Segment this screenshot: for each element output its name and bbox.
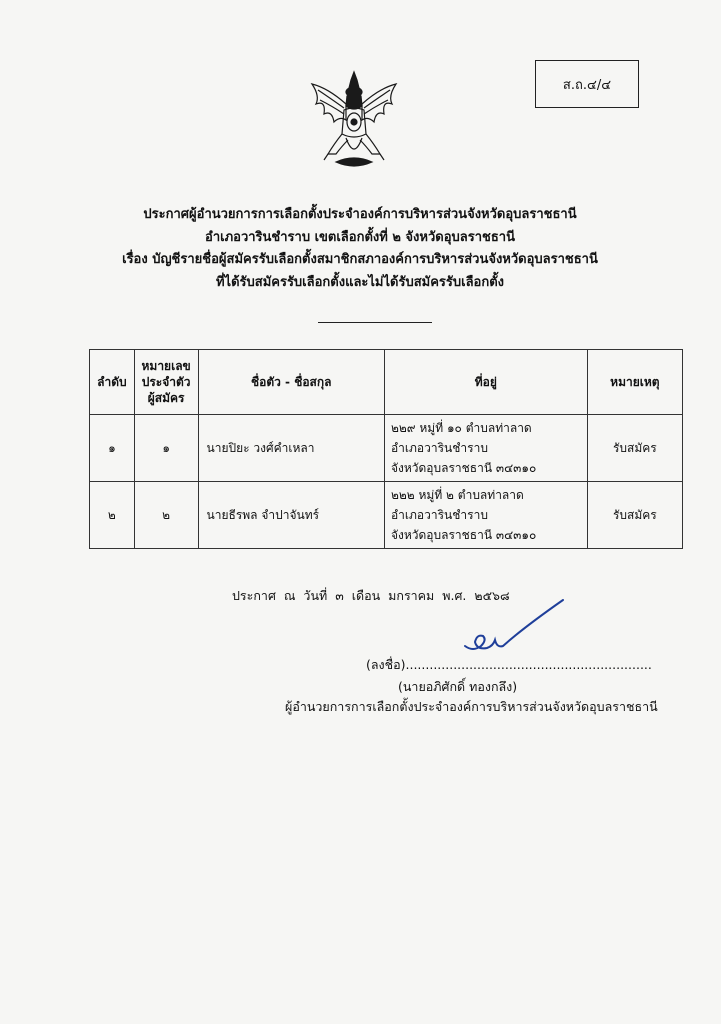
cell-address <box>384 482 587 549</box>
col-header-number-line-2: ประจำตัว <box>141 375 191 389</box>
col-header-number-line-3: ผู้สมัคร <box>147 391 185 405</box>
garuda-emblem-icon <box>306 70 402 174</box>
table-row <box>90 415 683 482</box>
signer-title: ผู้อำนวยการการเลือกตั้งประจำองค์การบริหารส่วนจังหวัดอุบลราชธานี <box>285 699 658 714</box>
address-line-1: ๒๒๒ หมู่ที่ ๒ ตำบลท่าลาด <box>390 488 524 502</box>
form-code: ส.ถ.๔/๔ <box>562 77 612 93</box>
signer-name: (นายอภิศักดิ์ ทองกลึง) <box>398 679 518 694</box>
announcement-header <box>120 204 600 294</box>
header-line-2: อำเภอวารินชำราบ เขตเลือกตั้งที่ ๒ จังหวัดอุบลราชธานี <box>205 229 515 245</box>
header-line-3: เรื่อง บัญชีรายชื่อผู้สมัครรับเลือกตั้งสมาชิกสภาองค์การบริหารส่วนจังหวัดอุบลราชธานี <box>122 252 598 267</box>
candidate-table <box>89 349 683 549</box>
address-line-2: อำเภอวารินชำราบ <box>390 441 488 455</box>
signature-line: (ลงชื่อ).............................................................. <box>366 657 652 672</box>
col-header-address: ที่อยู่ <box>384 350 587 415</box>
cell-order: ๒ <box>90 482 135 549</box>
address-line-3: จังหวัดอุบลราชธานี ๓๔๓๑๐ <box>390 461 537 475</box>
divider-rule <box>318 322 432 323</box>
cell-address <box>384 415 587 482</box>
cell-number: ๑ <box>134 415 198 482</box>
col-header-remark: หมายเหตุ <box>587 350 682 415</box>
col-header-number <box>134 350 198 415</box>
table-header-row <box>90 350 683 415</box>
address-line-3: จังหวัดอุบลราชธานี ๓๔๓๑๐ <box>390 528 537 542</box>
address-line-2: อำเภอวารินชำราบ <box>390 508 488 522</box>
address-line-1: ๒๒๙ หมู่ที่ ๑๐ ตำบลท่าลาด <box>390 421 532 435</box>
header-line-4: ที่ได้รับสมัครรับเลือกตั้งและไม่ได้รับสมัครรับเลือกตั้ง <box>215 274 505 290</box>
cell-order: ๑ <box>90 415 135 482</box>
header-line-1: ประกาศผู้อำนวยการการเลือกตั้งประจำองค์การบริหารส่วนจังหวัดอุบลราชธานี <box>143 207 577 222</box>
col-header-order: ลำดับ <box>90 350 135 415</box>
cell-remark: รับสมัคร <box>587 415 682 482</box>
table-row <box>90 482 683 549</box>
col-header-name: ชื่อตัว - ชื่อสกุล <box>198 350 384 415</box>
cell-number: ๒ <box>134 482 198 549</box>
form-code-box <box>535 60 639 108</box>
announcement-date: ประกาศ ณ วันที่ ๓ เดือน มกราคม พ.ศ. ๒๕๖๘ <box>232 588 510 603</box>
cell-remark: รับสมัคร <box>587 482 682 549</box>
cell-name: นายธีรพล จำปาจันทร์ <box>198 482 384 549</box>
col-header-number-line-1: หมายเลข <box>141 359 191 373</box>
handwritten-signature <box>463 596 567 654</box>
cell-name: นายปิยะ วงศ์คำเหลา <box>198 415 384 482</box>
